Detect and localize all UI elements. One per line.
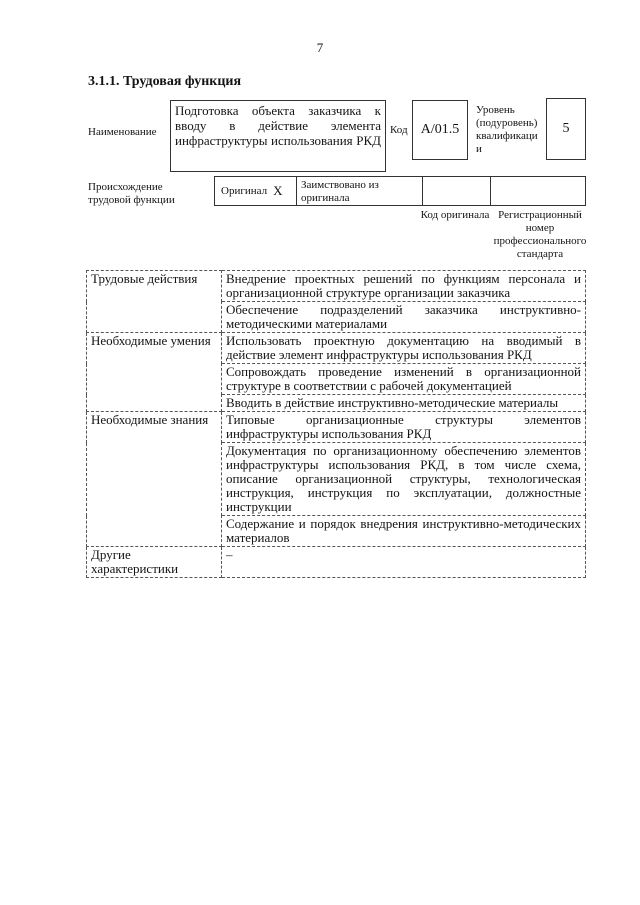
table-row — [87, 271, 586, 302]
origin-label: Происхождение трудовой функции — [88, 181, 175, 206]
row-item: Типовые организационные структуры элементов инфраструктуры использования РКД — [222, 412, 586, 443]
row-label: Необходимые знания — [87, 412, 222, 547]
row-label: Трудовые действия — [87, 271, 222, 333]
borrowed-label: Заимствовано из оригинала — [297, 177, 423, 205]
code-value: А/01.5 — [412, 100, 468, 160]
row-item: Внедрение проектных решений по функциям персонала и организационной структуре организации заказчика — [222, 271, 586, 302]
row-item: Вводить в действие инструктивно-методические материалы — [222, 395, 586, 412]
row-item: Документация по организационному обеспечению элементов инфраструктуры использования РКД, в том числе схема, описание организационной структуры, технологическая инструкция, инструкция по эксплуатации, должностные инструкции — [222, 443, 586, 516]
row-label: Необходимые умения — [87, 333, 222, 412]
row-item: – — [222, 547, 586, 578]
name-label: Наименование — [88, 126, 157, 138]
reg-number-cell — [491, 177, 585, 205]
table-row — [87, 333, 586, 364]
row-item: Содержание и порядок внедрения инструктивно-методических материалов — [222, 516, 586, 547]
row-item: Использовать проектную документацию на вводимый в действие элемент инфраструктуры использования РКД — [222, 333, 586, 364]
page-number: 7 — [316, 40, 324, 55]
qualification-level-value: 5 — [546, 98, 586, 160]
original-mark: X — [273, 183, 283, 198]
table-row — [87, 412, 586, 443]
code-original-caption: Код оригинала — [420, 209, 490, 221]
row-label: Другие характеристики — [87, 547, 222, 578]
table-row — [87, 547, 586, 578]
code-original-cell — [423, 177, 491, 205]
original-cell — [215, 177, 297, 205]
row-item: Сопровождать проведение изменений в организационной структуре в соответствии с рабочей документацией — [222, 364, 586, 395]
reg-number-caption: Регистрационный номер профессионального стандарта — [493, 209, 587, 260]
original-label: Оригинал — [221, 184, 268, 197]
origin-row — [214, 176, 586, 206]
function-details-table — [86, 270, 586, 578]
code-label: Код — [390, 124, 408, 136]
row-item: Обеспечение подразделений заказчика инструктивно-методическими материалами — [222, 302, 586, 333]
function-name-value: Подготовка объекта заказчика к вводу в действие элемента инфраструктуры использования РКД — [170, 100, 386, 172]
qualification-level-label: Уровень (подуровень) квалификаци и — [476, 104, 538, 155]
section-title: 3.1.1. Трудовая функция — [88, 74, 242, 89]
